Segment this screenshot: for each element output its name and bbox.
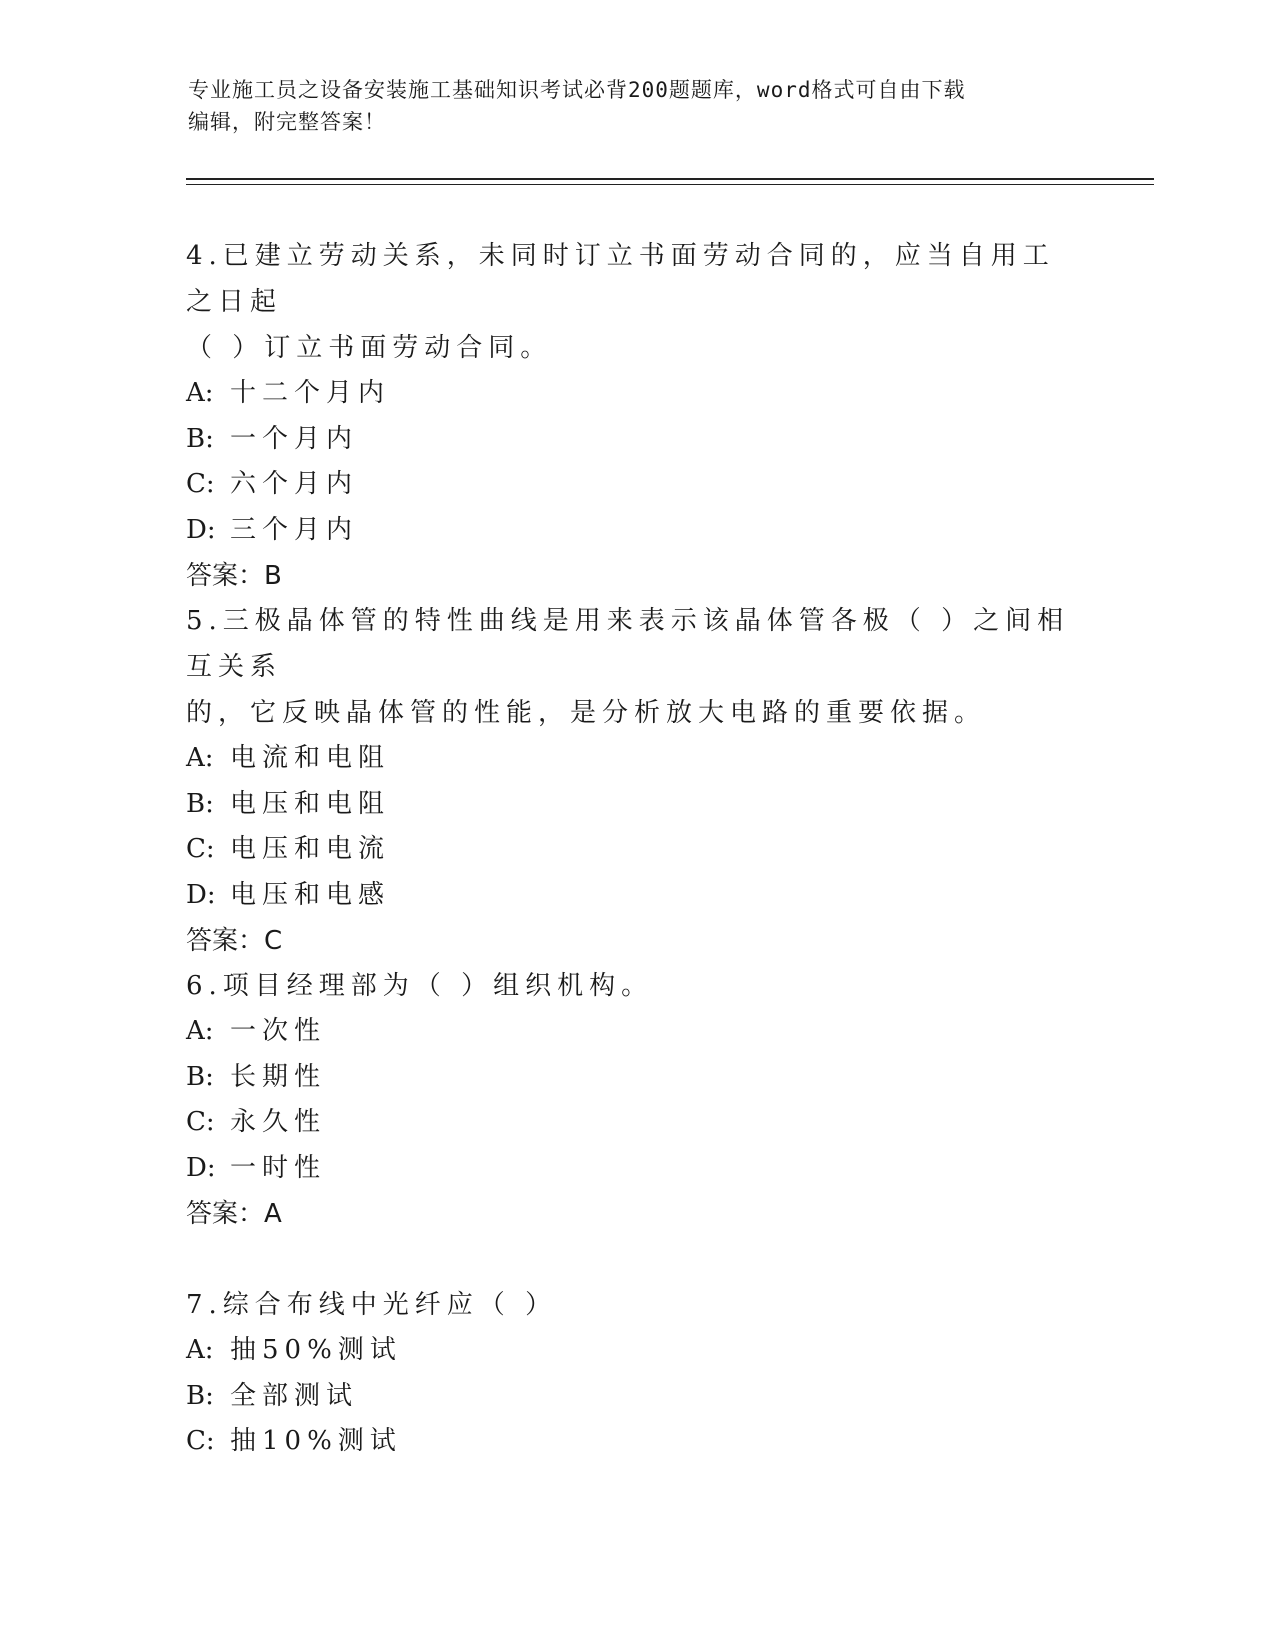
option-letter: B: (186, 1061, 214, 1092)
option-letter: B: (186, 423, 214, 454)
option-letter: C: (186, 834, 215, 864)
document-header (188, 74, 1068, 138)
header-line-1: 专业施工员之设备安装施工基础知识考试必背200题题库，word格式可自由下载 (188, 78, 966, 102)
option-letter: A: (186, 1016, 214, 1046)
option-text: 全部测试 (230, 1380, 359, 1411)
option-a (186, 371, 1086, 417)
option-a (186, 736, 1086, 782)
option-letter: A: (186, 1335, 214, 1365)
option-b (186, 782, 1086, 828)
option-text: 电压和电感 (230, 879, 391, 910)
option-letter: A: (186, 743, 214, 773)
question-stem-line-1: 7.综合布线中光纤应（ ） (186, 1290, 558, 1320)
option-letter: D: (186, 1152, 216, 1183)
answer-value: B (264, 561, 282, 591)
option-letter: B: (186, 788, 214, 819)
answer-line (186, 1191, 1086, 1237)
answer-line (186, 553, 1086, 599)
option-text: 长期性 (230, 1061, 327, 1092)
option-text: 十二个月内 (230, 378, 391, 408)
option-c (186, 462, 1086, 508)
answer-value: C (264, 926, 283, 956)
option-text: 电压和电流 (230, 834, 391, 864)
option-text: 永久性 (230, 1107, 327, 1137)
option-c (186, 1419, 1086, 1465)
header-divider-thick (186, 178, 1154, 180)
answer-label: 答案： (186, 926, 265, 956)
option-letter: B: (186, 1380, 214, 1411)
option-text: 一次性 (230, 1016, 327, 1046)
option-d (186, 873, 1086, 919)
option-letter: D: (186, 879, 216, 910)
option-d (186, 508, 1086, 554)
option-letter: C: (186, 1426, 215, 1456)
answer-label: 答案： (186, 1199, 265, 1229)
option-text: 六个月内 (230, 469, 359, 499)
option-text: 电压和电阻 (230, 788, 391, 819)
option-letter: A: (186, 378, 214, 408)
question-4 (186, 233, 1086, 599)
option-c (186, 827, 1086, 873)
question-stem-line-1: 5.三极晶体管的特性曲线是用来表示该晶体管各极（ ）之间相互关系 (186, 606, 1070, 682)
option-letter: D: (186, 514, 216, 545)
question-stem-line-2: （ ）订立书面劳动合同。 (186, 333, 553, 363)
option-b (186, 1055, 1086, 1101)
option-b (186, 1374, 1086, 1420)
question-5 (186, 598, 1086, 964)
option-text: 一时性 (230, 1152, 327, 1183)
option-a (186, 1009, 1086, 1055)
answer-label: 答案： (186, 561, 265, 591)
option-text: 三个月内 (230, 514, 359, 545)
option-d (186, 1146, 1086, 1192)
option-letter: C: (186, 469, 215, 499)
header-line-2: 编辑，附完整答案！ (188, 110, 386, 134)
question-stem-line-1: 6.项目经理部为（ ）组织机构。 (186, 971, 654, 1001)
option-text: 抽10%测试 (230, 1426, 402, 1456)
option-text: 抽50%测试 (230, 1335, 402, 1365)
option-a (186, 1328, 1086, 1374)
question-6 (186, 963, 1086, 1237)
question-stem-line-1: 4.已建立劳动关系，未同时订立书面劳动合同的，应当自用工之日起 (186, 241, 1055, 317)
answer-line (186, 918, 1086, 964)
option-b (186, 417, 1086, 463)
answer-value: A (264, 1199, 282, 1229)
option-letter: C: (186, 1107, 215, 1137)
option-text: 电流和电阻 (230, 743, 391, 773)
question-stem-line-2: 的，它反映晶体管的性能，是分析放大电路的重要依据。 (186, 698, 987, 728)
option-c (186, 1100, 1086, 1146)
header-divider-thin (186, 184, 1154, 185)
option-text: 一个月内 (230, 423, 359, 454)
question-7 (186, 1282, 1086, 1465)
